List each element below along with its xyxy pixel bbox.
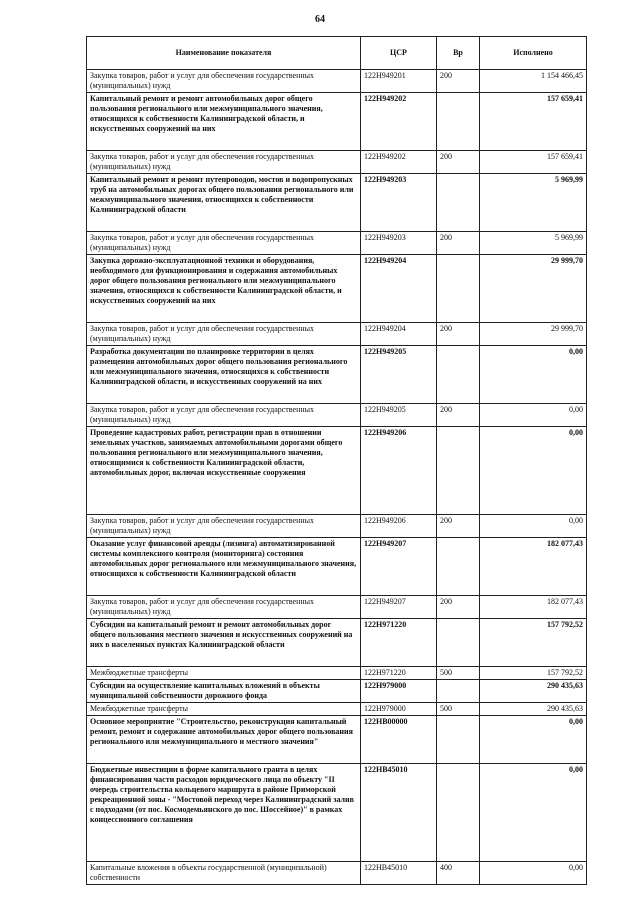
row-csr-cell: 122Н949204: [361, 323, 437, 346]
row-amount-cell: 157 659,41: [480, 93, 587, 151]
row-csr-cell: 122Н979000: [361, 703, 437, 716]
row-amount-cell: 0,00: [480, 346, 587, 404]
row-vr-cell: [437, 346, 480, 404]
header-name: Наименование показателя: [87, 37, 361, 70]
table-row: [87, 667, 587, 680]
row-name-cell: Оказание услуг финансовой аренды (лизинга) автоматизированной системы комплексного контроля (мониторинга) состояния автомобильных дорог регионального или межмуниципального значения, относящихся к собственности Калининградской области: [87, 538, 361, 596]
row-vr-cell: 200: [437, 323, 480, 346]
row-csr-cell: 122НВ45010: [361, 862, 437, 885]
budget-table-container: [86, 36, 586, 885]
row-csr-cell: 122Н949202: [361, 93, 437, 151]
table-row: [87, 93, 587, 151]
row-amount-cell: 182 077,43: [480, 538, 587, 596]
table-row: [87, 862, 587, 885]
row-amount-cell: 290 435,63: [480, 703, 587, 716]
row-csr-cell: 122Н971220: [361, 619, 437, 667]
row-name-cell: Субсидии на осуществление капитальных вложений в объекты муниципальной собственности дорожного фонда: [87, 680, 361, 703]
row-name-cell: Бюджетные инвестиции в форме капитального гранта в целях финансирования части расходов юридического лица по объекту "II очередь строительства кольцевого маршрута в районе Приморской рекреационной зоны - "Мостовой переход через Калининградский залив с подходами (от пос. Космодемьянского до пос. Шоссейное)" в рамках концессионного соглашения: [87, 764, 361, 862]
row-name-cell: Субсидии на капитальный ремонт и ремонт автомобильных дорог общего пользования местного значения и искусственных сооружений на них в населенных пунктах Калининградской области: [87, 619, 361, 667]
row-csr-cell: 122НВ00000: [361, 716, 437, 764]
row-amount-cell: 0,00: [480, 404, 587, 427]
table-row: [87, 255, 587, 323]
row-vr-cell: 200: [437, 515, 480, 538]
row-vr-cell: 200: [437, 232, 480, 255]
row-csr-cell: 122Н949207: [361, 596, 437, 619]
row-csr-cell: 122НВ45010: [361, 764, 437, 862]
table-row: [87, 323, 587, 346]
row-amount-cell: 182 077,43: [480, 596, 587, 619]
header-csr: ЦСР: [361, 37, 437, 70]
row-csr-cell: 122Н949201: [361, 70, 437, 93]
budget-table: [86, 36, 587, 885]
table-row: [87, 619, 587, 667]
table-row: [87, 427, 587, 515]
header-amount: Исполнено: [480, 37, 587, 70]
row-vr-cell: [437, 255, 480, 323]
row-vr-cell: 200: [437, 70, 480, 93]
row-name-cell: Межбюджетные трансферты: [87, 703, 361, 716]
row-amount-cell: 157 792,52: [480, 619, 587, 667]
row-amount-cell: 0,00: [480, 862, 587, 885]
row-amount-cell: 0,00: [480, 427, 587, 515]
table-header-row: [87, 37, 587, 70]
row-name-cell: Закупка товаров, работ и услуг для обеспечения государственных (муниципальных) нужд: [87, 515, 361, 538]
table-row: [87, 70, 587, 93]
row-vr-cell: [437, 716, 480, 764]
row-csr-cell: 122Н949205: [361, 346, 437, 404]
table-row: [87, 232, 587, 255]
table-row: [87, 515, 587, 538]
row-name-cell: Закупка товаров, работ и услуг для обеспечения государственных (муниципальных) нужд: [87, 151, 361, 174]
table-row: [87, 680, 587, 703]
row-amount-cell: 290 435,63: [480, 680, 587, 703]
row-csr-cell: 122Н949206: [361, 515, 437, 538]
header-vr: Вр: [437, 37, 480, 70]
table-row: [87, 596, 587, 619]
row-name-cell: Разработка документации по планировке территории в целях размещения автомобильных дорог общего пользования регионального или межмуниципального значения, относящихся к собственности Калининградской области, и искусственных сооружений на них: [87, 346, 361, 404]
row-name-cell: Межбюджетные трансферты: [87, 667, 361, 680]
row-vr-cell: [437, 174, 480, 232]
row-name-cell: Капитальные вложения в объекты государственной (муниципальной) собственности: [87, 862, 361, 885]
row-vr-cell: [437, 764, 480, 862]
table-row: [87, 346, 587, 404]
row-name-cell: Закупка товаров, работ и услуг для обеспечения государственных (муниципальных) нужд: [87, 70, 361, 93]
table-row: [87, 764, 587, 862]
page-number: 64: [315, 14, 325, 25]
row-vr-cell: 200: [437, 151, 480, 174]
row-name-cell: Закупка товаров, работ и услуг для обеспечения государственных (муниципальных) нужд: [87, 404, 361, 427]
row-name-cell: Основное мероприятие "Строительство, реконструкция капитальный ремонт, ремонт и содержание автомобильных дорог общего пользования регионального или межмуниципального и местного значения": [87, 716, 361, 764]
row-name-cell: Закупка товаров, работ и услуг для обеспечения государственных (муниципальных) нужд: [87, 232, 361, 255]
row-amount-cell: 29 999,70: [480, 323, 587, 346]
row-vr-cell: [437, 93, 480, 151]
row-amount-cell: 1 154 466,45: [480, 70, 587, 93]
row-name-cell: Проведение кадастровых работ, регистрации прав в отношении земельных участков, занимаемых автомобильными дорогами общего пользования регионального или межмуниципального значения, относящимися к собственности Калининградской области, автомобильных дорог, включая искусственные сооружения: [87, 427, 361, 515]
table-row: [87, 703, 587, 716]
row-csr-cell: 122Н949204: [361, 255, 437, 323]
table-row: [87, 174, 587, 232]
row-vr-cell: [437, 680, 480, 703]
row-csr-cell: 122Н971220: [361, 667, 437, 680]
row-amount-cell: 5 969,99: [480, 174, 587, 232]
row-name-cell: Капитальный ремонт и ремонт автомобильных дорог общего пользования регионального или межмуниципального значения, относящихся к собственности Калининградской области, и искусственных сооружений на них: [87, 93, 361, 151]
row-vr-cell: [437, 538, 480, 596]
row-vr-cell: [437, 619, 480, 667]
row-name-cell: Капитальный ремонт и ремонт путепроводов, мостов и водопропускных труб на автомобильных дорогах общего пользования регионального или межмуниципального значения, относящихся к собственности Калининградской области: [87, 174, 361, 232]
row-vr-cell: 500: [437, 703, 480, 716]
row-csr-cell: 122Н949203: [361, 174, 437, 232]
row-amount-cell: 157 659,41: [480, 151, 587, 174]
row-name-cell: Закупка товаров, работ и услуг для обеспечения государственных (муниципальных) нужд: [87, 323, 361, 346]
table-body: [87, 70, 587, 885]
row-csr-cell: 122Н949205: [361, 404, 437, 427]
table-row: [87, 716, 587, 764]
row-name-cell: Закупка товаров, работ и услуг для обеспечения государственных (муниципальных) нужд: [87, 596, 361, 619]
table-row: [87, 404, 587, 427]
row-vr-cell: 400: [437, 862, 480, 885]
row-vr-cell: 500: [437, 667, 480, 680]
row-csr-cell: 122Н949206: [361, 427, 437, 515]
row-csr-cell: 122Н949202: [361, 151, 437, 174]
row-amount-cell: 0,00: [480, 716, 587, 764]
table-row: [87, 151, 587, 174]
row-amount-cell: 29 999,70: [480, 255, 587, 323]
row-csr-cell: 122Н949207: [361, 538, 437, 596]
row-vr-cell: 200: [437, 404, 480, 427]
row-csr-cell: 122Н949203: [361, 232, 437, 255]
row-csr-cell: 122Н979000: [361, 680, 437, 703]
row-amount-cell: 0,00: [480, 764, 587, 862]
row-amount-cell: 5 969,99: [480, 232, 587, 255]
row-vr-cell: [437, 427, 480, 515]
row-amount-cell: 0,00: [480, 515, 587, 538]
row-name-cell: Закупка дорожно-эксплуатационной техники и оборудования, необходимого для функционирования и содержания автомобильных дорог общего пользования регионального или межмуниципального значения, относящихся к собственности Калининградской области, и искусственных сооружений на них: [87, 255, 361, 323]
row-vr-cell: 200: [437, 596, 480, 619]
row-amount-cell: 157 792,52: [480, 667, 587, 680]
table-row: [87, 538, 587, 596]
